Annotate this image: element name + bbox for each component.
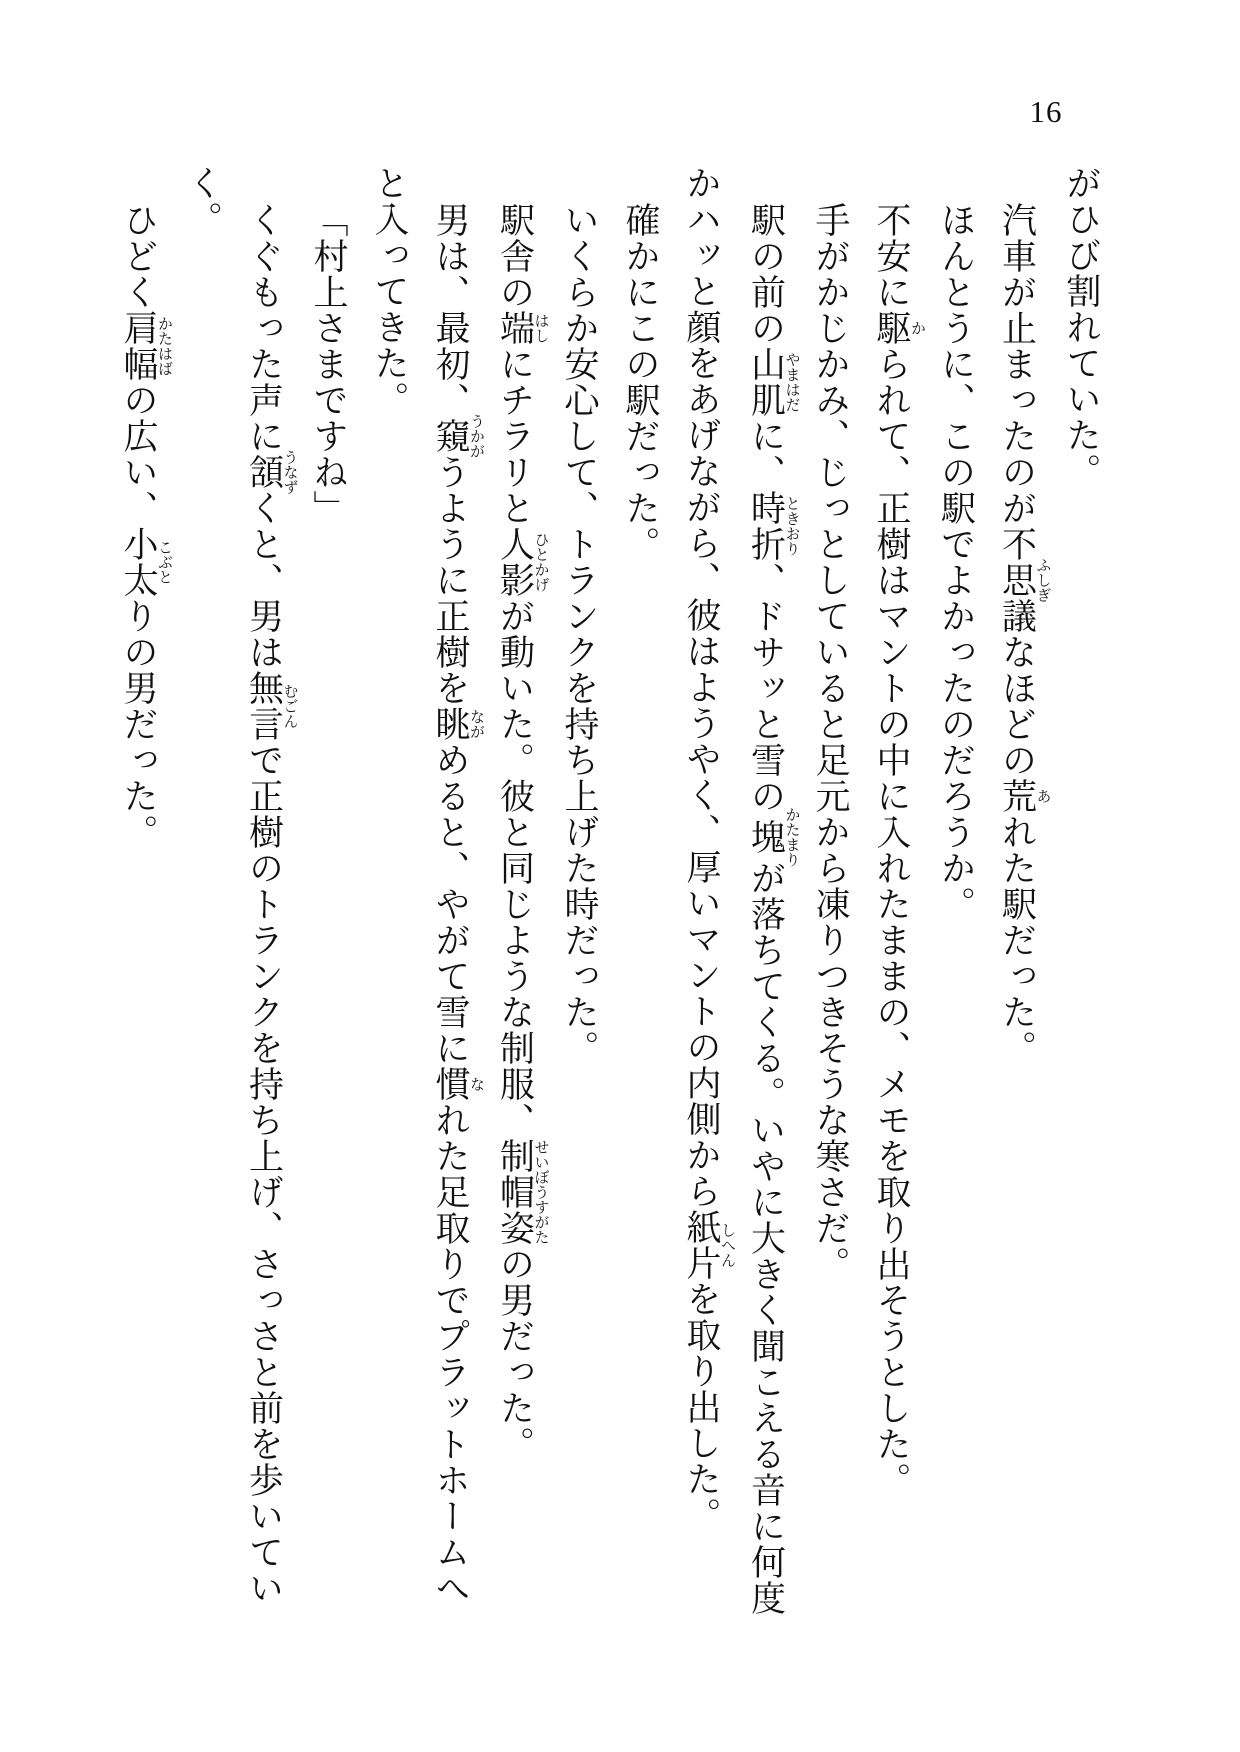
text-segment: 「村上さまですね」 — [309, 202, 348, 526]
text-column — [610, 165, 671, 1627]
text-segment: 手がかじかみ、じっとしていると足元から凍りつきそうな寒さだ。 — [811, 202, 850, 1282]
text-column — [736, 165, 801, 1627]
text-segment: の男だった。 — [495, 1246, 535, 1462]
text-segment: く。 — [183, 165, 223, 237]
text-column — [1051, 165, 1112, 1627]
text-body — [108, 165, 1112, 1627]
text-segment: ひどく — [119, 202, 158, 310]
text-column — [800, 165, 861, 1627]
text-column — [987, 165, 1052, 1627]
ruby-annotated-text: 紙片しへん — [682, 1209, 736, 1281]
furigana: うなず — [281, 449, 299, 495]
ruby-annotated-text: 慣な — [431, 1066, 485, 1102]
text-column — [549, 165, 610, 1627]
text-segment: 駅の前の — [746, 202, 786, 346]
text-segment: が落ちてくる。いやに大きく聞こえる音に何度 — [746, 860, 786, 1616]
ruby-annotated-text: 窺うかが — [431, 413, 485, 459]
ruby-annotated-text: 端はし — [495, 310, 550, 346]
text-segment: 駅舎の — [495, 202, 535, 310]
text-column — [298, 165, 359, 1627]
text-segment: いくらか安心して、トランクを持ち上げた時だった。 — [560, 202, 599, 1066]
text-column — [420, 165, 485, 1627]
ruby-annotated-text: 小太こぶと — [119, 526, 173, 598]
furigana: はし — [532, 310, 550, 346]
ruby-annotated-text: 塊かたまり — [746, 807, 801, 867]
text-segment: 、ドサッと雪の — [746, 562, 786, 814]
furigana: せいぼうすがた — [532, 1138, 550, 1246]
furigana: やまはだ — [783, 346, 801, 418]
text-column — [108, 165, 173, 1627]
text-segment: うように正樹を — [431, 454, 470, 706]
text-column — [671, 165, 736, 1627]
ruby-annotated-text: 人影ひとかげ — [495, 526, 550, 598]
text-segment: と入ってきた。 — [370, 165, 409, 417]
furigana: ひとかげ — [532, 526, 550, 598]
text-segment: られて、正樹はマントの中に入れたままの、メモを取り出そうとした。 — [872, 346, 911, 1498]
text-segment: に、 — [746, 418, 786, 490]
ruby-annotated-text: 肩幅かたはば — [119, 310, 173, 382]
text-segment: が動いた。彼と同じような制服、 — [495, 598, 535, 1138]
text-segment: くと、男は — [244, 490, 284, 670]
ruby-annotated-text: 制帽姿せいぼうすがた — [495, 1138, 550, 1246]
text-segment: りの男だった。 — [119, 598, 158, 850]
text-segment: 男は、最初、 — [431, 202, 470, 418]
text-segment: 不安に — [872, 202, 911, 310]
text-segment: れた足取りでプラットホームへ — [431, 1102, 470, 1606]
furigana: な — [468, 1066, 485, 1102]
text-column — [485, 165, 550, 1627]
furigana: こぶと — [156, 526, 173, 598]
furigana: ときおり — [783, 490, 801, 562]
ruby-annotated-text: 山肌やまはだ — [746, 346, 801, 418]
furigana: ふしぎ — [1034, 526, 1052, 634]
text-segment: れた駅だった。 — [997, 814, 1037, 1066]
text-column — [234, 165, 299, 1627]
page-number: 16 — [1029, 94, 1063, 129]
text-column — [926, 165, 987, 1627]
furigana: むごん — [281, 670, 299, 742]
ruby-annotated-text: 荒あ — [997, 778, 1052, 814]
text-segment: めると、やがて雪に — [431, 742, 470, 1066]
text-column — [173, 165, 234, 1627]
ruby-annotated-text: 不思議ふしぎ — [997, 526, 1052, 634]
furigana: か — [909, 310, 926, 346]
text-segment: かハッと顔をあげながら、彼はようやく、厚いマントの内側から — [682, 165, 721, 1209]
ruby-annotated-text: 頷うなず — [244, 449, 299, 495]
text-segment: 汽車が止まったのが — [997, 202, 1037, 526]
text-segment: で正樹のトランクを持ち上げ、さっさと前を歩いてい — [244, 742, 284, 1606]
furigana: あ — [1034, 778, 1052, 814]
furigana: しへん — [719, 1209, 736, 1281]
text-segment: なほどの — [997, 634, 1037, 778]
ruby-annotated-text: 時折ときおり — [746, 490, 801, 562]
furigana: うかが — [468, 413, 485, 459]
text-column — [359, 165, 420, 1627]
text-segment: にチラリと — [495, 346, 535, 526]
ruby-annotated-text: 眺なが — [431, 706, 485, 742]
text-segment: の広い、 — [119, 382, 158, 526]
text-column — [861, 165, 926, 1627]
text-segment: がひび割れていた。 — [1062, 165, 1101, 489]
furigana: かたまり — [783, 807, 801, 867]
ruby-annotated-text: 無言むごん — [244, 670, 299, 742]
text-segment: を取り出した。 — [682, 1281, 721, 1533]
ruby-annotated-text: 駆か — [872, 310, 926, 346]
text-segment: くぐもった声に — [244, 202, 284, 454]
text-segment: ほんとうに、この駅でよかったのだろうか。 — [936, 202, 976, 922]
furigana: かたはば — [156, 310, 173, 382]
text-segment: 確かにこの駅だった。 — [621, 202, 660, 562]
furigana: なが — [468, 706, 485, 742]
